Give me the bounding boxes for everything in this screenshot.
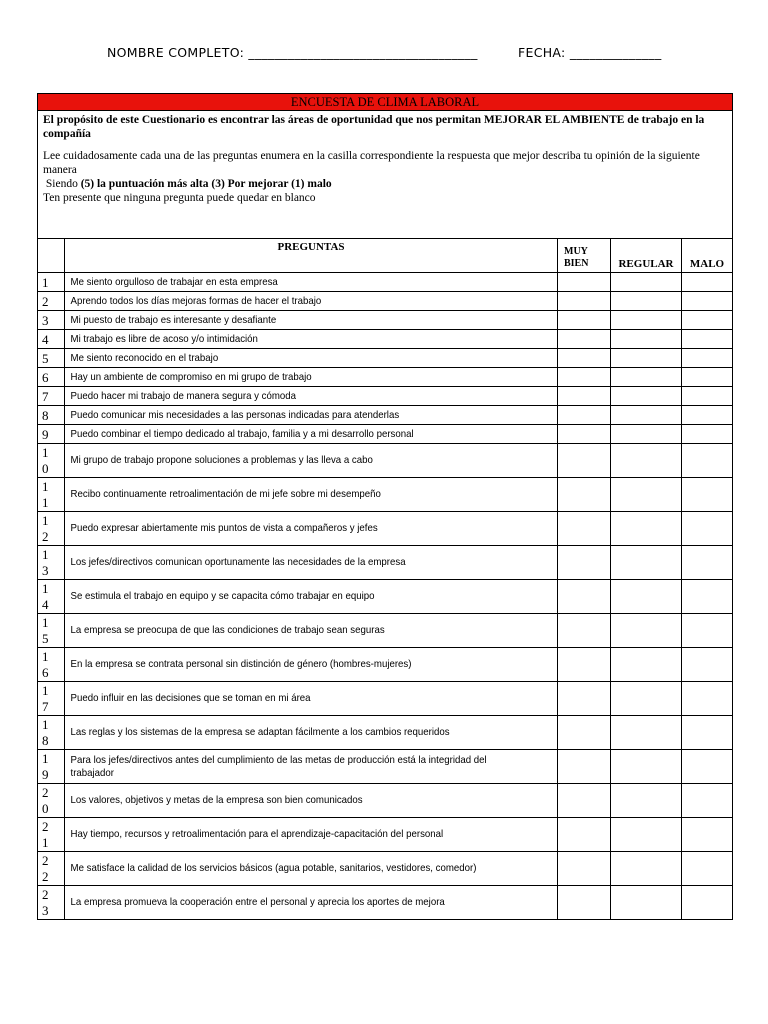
answer-malo-cell[interactable] [682, 406, 733, 425]
answer-muy-bien-cell[interactable] [558, 648, 611, 682]
question-number [38, 349, 65, 368]
question-number-text: 14 [42, 580, 49, 612]
answer-regular-cell[interactable] [611, 886, 682, 920]
question-number-text: 20 [42, 784, 49, 816]
question-number-text: 15 [42, 614, 49, 646]
answer-regular-cell[interactable] [611, 425, 682, 444]
answer-malo-cell[interactable] [682, 292, 733, 311]
answer-muy-bien-cell[interactable] [558, 425, 611, 444]
question-text-cell [65, 330, 558, 349]
question-text-cell [65, 512, 558, 546]
question-text: Recibo continuamente retroalimentación de mi jefe sobre mi desempeño [70, 488, 381, 500]
question-number-text: 22 [42, 852, 49, 884]
question-number [38, 311, 65, 330]
question-text: La empresa promueva la cooperación entre el personal y aprecia los aportes de mejora [70, 896, 445, 908]
survey-table [37, 93, 733, 920]
question-text-cell [65, 852, 558, 886]
question-number-text: 11 [42, 478, 49, 510]
question-number [38, 682, 65, 716]
answer-muy-bien-cell[interactable] [558, 818, 611, 852]
table-row [38, 614, 733, 648]
question-number [38, 406, 65, 425]
answer-regular-cell[interactable] [611, 273, 682, 292]
answer-malo-cell[interactable] [682, 478, 733, 512]
question-text-cell [65, 368, 558, 387]
question-text-cell [65, 444, 558, 478]
table-row [38, 580, 733, 614]
question-text-cell [65, 546, 558, 580]
answer-regular-cell[interactable] [611, 682, 682, 716]
question-text: Se estimula el trabajo en equipo y se capacita cómo trabajar en equipo [70, 590, 375, 602]
answer-regular-cell[interactable] [611, 349, 682, 368]
question-number-text: 16 [42, 648, 49, 680]
table-row [38, 387, 733, 406]
question-text-cell [65, 580, 558, 614]
answer-malo-cell[interactable] [682, 750, 733, 784]
question-number [38, 886, 65, 920]
question-number-text: 13 [42, 546, 49, 578]
question-text: Puedo expresar abiertamente mis puntos de vista a compañeros y jefes [70, 522, 378, 534]
question-number [38, 273, 65, 292]
table-row [38, 292, 733, 311]
question-number-text: 1 [42, 274, 49, 290]
answer-malo-cell[interactable] [682, 784, 733, 818]
question-number-text: 5 [42, 350, 49, 366]
purpose-text: El propósito de este Cuestionario es encontrar las áreas de oportunidad que nos permitan MEJORAR EL AMBIENTE de trabajo en la compañía [43, 114, 705, 140]
answer-muy-bien-cell[interactable] [558, 682, 611, 716]
note-text: Ten presente que ninguna pregunta puede quedar en blanco [43, 192, 316, 204]
question-text: En la empresa se contrata personal sin distinción de género (hombres-mujeres) [70, 658, 412, 670]
question-number [38, 444, 65, 478]
question-number [38, 546, 65, 580]
malo-header: MALO [682, 239, 733, 273]
question-number [38, 750, 65, 784]
nombre-field[interactable]: NOMBRE COMPLETO: ___________________________________ [107, 45, 478, 60]
answer-malo-cell[interactable] [682, 425, 733, 444]
question-number [38, 716, 65, 750]
answer-malo-cell[interactable] [682, 852, 733, 886]
question-text: La empresa se preocupa de que las condiciones de trabajo sean seguras [70, 624, 385, 636]
question-text: Las reglas y los sistemas de la empresa se adaptan fácilmente a los cambios requeridos [70, 726, 450, 738]
question-text-cell [65, 818, 558, 852]
table-row [38, 368, 733, 387]
answer-regular-cell[interactable] [611, 330, 682, 349]
question-number-text: 18 [42, 716, 49, 748]
question-text-cell [65, 406, 558, 425]
question-text: Aprendo todos los días mejoras formas de hacer el trabajo [70, 294, 322, 307]
question-number [38, 818, 65, 852]
table-row [38, 750, 733, 784]
table-row [38, 444, 733, 478]
answer-muy-bien-cell[interactable] [558, 784, 611, 818]
answer-muy-bien-cell[interactable] [558, 406, 611, 425]
table-row [38, 330, 733, 349]
question-number-text: 8 [42, 407, 49, 423]
question-text: Me siento reconocido en el trabajo [70, 351, 219, 364]
answer-muy-bien-cell[interactable] [558, 349, 611, 368]
answer-muy-bien-cell[interactable] [558, 580, 611, 614]
answer-regular-cell[interactable] [611, 546, 682, 580]
num-header [38, 239, 65, 273]
question-number-text: 23 [42, 886, 49, 918]
question-number-text: 17 [42, 682, 49, 714]
question-text: Los valores, objetivos y metas de la empresa son bien comunicados [70, 794, 363, 806]
question-text: Mi puesto de trabajo es interesante y desafiante [70, 313, 277, 326]
question-text: Hay un ambiente de compromiso en mi grupo de trabajo [70, 370, 312, 383]
answer-regular-cell[interactable] [611, 406, 682, 425]
answer-malo-cell[interactable] [682, 886, 733, 920]
question-number [38, 387, 65, 406]
table-row [38, 478, 733, 512]
question-text-cell [65, 292, 558, 311]
question-text: Puedo influir en las decisiones que se toman en mi área [70, 692, 311, 704]
answer-malo-cell[interactable] [682, 818, 733, 852]
question-number-text: 10 [42, 444, 49, 476]
answer-malo-cell[interactable] [682, 273, 733, 292]
question-text-cell [65, 425, 558, 444]
table-row [38, 716, 733, 750]
question-text-cell [65, 349, 558, 368]
table-row [38, 852, 733, 886]
scale-prefix: Siendo [45, 178, 78, 190]
question-text: Mi trabajo es libre de acoso y/o intimidación [70, 332, 258, 345]
answer-malo-cell[interactable] [682, 349, 733, 368]
survey-title: ENCUESTA DE CLIMA LABORAL [38, 94, 733, 111]
answer-malo-cell[interactable] [682, 580, 733, 614]
question-text: Puedo hacer mi trabajo de manera segura y cómoda [70, 389, 297, 402]
question-text: Los jefes/directivos comunican oportunamente las necesidades de la empresa [70, 556, 406, 568]
answer-muy-bien-cell[interactable] [558, 330, 611, 349]
answer-regular-cell[interactable] [611, 368, 682, 387]
muy-bien-header: MUY BIEN [558, 239, 611, 273]
table-row [38, 886, 733, 920]
question-number [38, 580, 65, 614]
question-text: Mi grupo de trabajo propone soluciones a problemas y las lleva a cabo [70, 454, 373, 466]
question-text: Puedo comunicar mis necesidades a las personas indicadas para atenderlas [70, 408, 400, 421]
table-row [38, 546, 733, 580]
question-number-text: 9 [42, 426, 49, 442]
answer-regular-cell[interactable] [611, 716, 682, 750]
answer-muy-bien-cell[interactable] [558, 311, 611, 330]
scale-text [43, 177, 726, 191]
table-row [38, 818, 733, 852]
answer-malo-cell[interactable] [682, 311, 733, 330]
question-number-text: 19 [42, 750, 49, 782]
question-number-text: 2 [42, 293, 49, 309]
question-number-text: 12 [42, 512, 49, 544]
question-number [38, 614, 65, 648]
fecha-field[interactable]: FECHA: ______________ [518, 45, 662, 60]
question-text-cell [65, 387, 558, 406]
preguntas-header: PREGUNTAS [65, 239, 558, 273]
answer-malo-cell[interactable] [682, 387, 733, 406]
answer-muy-bien-cell[interactable] [558, 292, 611, 311]
answer-regular-cell[interactable] [611, 444, 682, 478]
question-text: Me siento orgulloso de trabajar en esta empresa [70, 275, 278, 288]
table-row [38, 349, 733, 368]
question-number [38, 368, 65, 387]
answer-muy-bien-cell[interactable] [558, 368, 611, 387]
question-text: Para los jefes/directivos antes del cumplimiento de las metas de producción está la integridad del trabajador [70, 753, 487, 779]
question-number-text: 21 [42, 818, 49, 850]
answer-regular-cell[interactable] [611, 818, 682, 852]
answer-malo-cell[interactable] [682, 330, 733, 349]
answer-malo-cell[interactable] [682, 368, 733, 387]
question-text-cell [65, 311, 558, 330]
question-text: Puedo combinar el tiempo dedicado al trabajo, familia y a mi desarrollo personal [70, 427, 414, 440]
answer-regular-cell[interactable] [611, 852, 682, 886]
answer-muy-bien-cell[interactable] [558, 387, 611, 406]
question-text-cell [65, 614, 558, 648]
answer-regular-cell[interactable] [611, 750, 682, 784]
answer-malo-cell[interactable] [682, 716, 733, 750]
question-text-cell [65, 886, 558, 920]
scale-values: (5) la puntuación más alta (3) Por mejorar (1) malo [80, 178, 332, 190]
question-text-cell [65, 273, 558, 292]
question-number [38, 330, 65, 349]
table-row [38, 682, 733, 716]
question-text-cell [65, 784, 558, 818]
question-text-cell [65, 716, 558, 750]
instruction-text: Lee cuidadosamente cada una de las preguntas enumera en la casilla correspondiente la respuesta que mejor describa tu opinión de la siguiente manera [43, 150, 700, 176]
answer-regular-cell[interactable] [611, 784, 682, 818]
question-number [38, 425, 65, 444]
question-text: Me satisface la calidad de los servicios básicos (agua potable, sanitarios, vestidores, comedor) [70, 862, 477, 874]
answer-malo-cell[interactable] [682, 682, 733, 716]
answer-regular-cell[interactable] [611, 292, 682, 311]
question-number [38, 512, 65, 546]
answer-muy-bien-cell[interactable] [558, 546, 611, 580]
regular-header: REGULAR [611, 239, 682, 273]
question-text: Hay tiempo, recursos y retroalimentación para el aprendizaje-capacitación del personal [70, 828, 444, 840]
answer-muy-bien-cell[interactable] [558, 716, 611, 750]
answer-malo-cell[interactable] [682, 444, 733, 478]
answer-regular-cell[interactable] [611, 580, 682, 614]
question-number [38, 852, 65, 886]
question-number-text: 7 [42, 388, 49, 404]
question-number [38, 784, 65, 818]
question-text-cell [65, 750, 558, 784]
answer-regular-cell[interactable] [611, 311, 682, 330]
question-number-text: 4 [42, 331, 49, 347]
instructions-block [38, 111, 733, 239]
answer-muy-bien-cell[interactable] [558, 852, 611, 886]
answer-malo-cell[interactable] [682, 512, 733, 546]
answer-malo-cell[interactable] [682, 614, 733, 648]
answer-malo-cell[interactable] [682, 648, 733, 682]
question-number [38, 292, 65, 311]
question-number-text: 6 [42, 369, 49, 385]
answer-muy-bien-cell[interactable] [558, 886, 611, 920]
table-row [38, 784, 733, 818]
answer-regular-cell[interactable] [611, 512, 682, 546]
answer-muy-bien-cell[interactable] [558, 750, 611, 784]
answer-muy-bien-cell[interactable] [558, 273, 611, 292]
answer-muy-bien-cell[interactable] [558, 614, 611, 648]
question-number-text: 3 [42, 312, 49, 328]
table-row [38, 648, 733, 682]
answer-muy-bien-cell[interactable] [558, 478, 611, 512]
question-text-cell [65, 648, 558, 682]
table-row [38, 273, 733, 292]
table-row [38, 311, 733, 330]
answer-regular-cell[interactable] [611, 648, 682, 682]
question-number [38, 478, 65, 512]
answer-regular-cell[interactable] [611, 478, 682, 512]
question-number [38, 648, 65, 682]
answer-malo-cell[interactable] [682, 546, 733, 580]
answer-muy-bien-cell[interactable] [558, 512, 611, 546]
table-row [38, 512, 733, 546]
answer-muy-bien-cell[interactable] [558, 444, 611, 478]
answer-regular-cell[interactable] [611, 614, 682, 648]
table-row [38, 406, 733, 425]
question-text-cell [65, 682, 558, 716]
table-row [38, 425, 733, 444]
question-text-cell [65, 478, 558, 512]
answer-regular-cell[interactable] [611, 387, 682, 406]
